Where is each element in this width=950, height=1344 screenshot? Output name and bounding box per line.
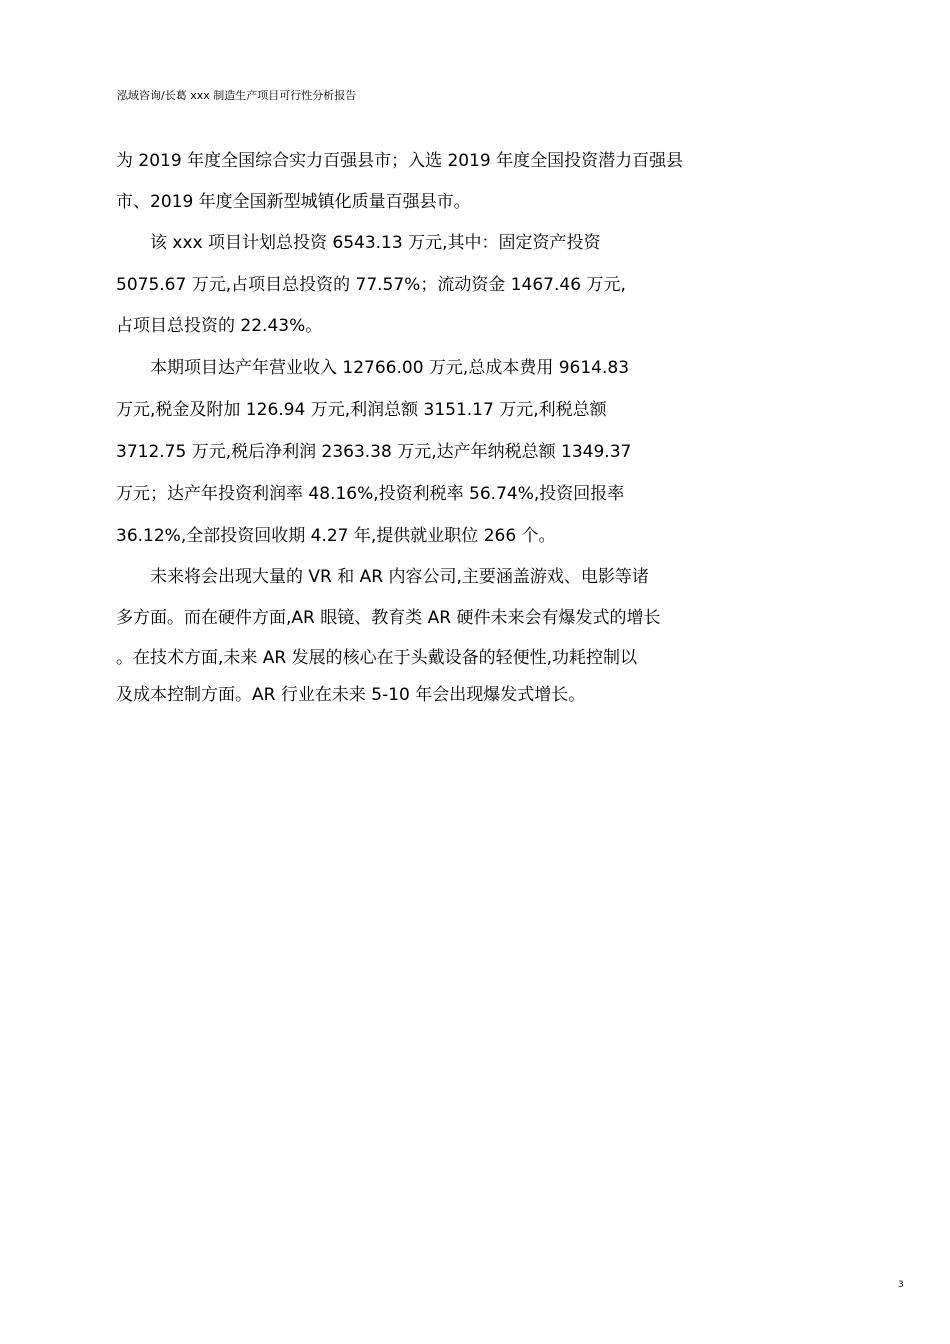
- paragraph-line: 3712.75 万元,税后净利润 2363.38 万元,达产年纳税总额 1349.37: [116, 442, 632, 462]
- page-number: 3: [898, 1280, 904, 1290]
- paragraph-line: 占项目总投资的 22.43%。: [116, 316, 323, 336]
- paragraph-line: 为 2019 年度全国综合实力百强县市；入选 2019 年度全国投资潜力百强县: [116, 151, 684, 171]
- paragraph-line: 本期项目达产年营业收入 12766.00 万元,总成本费用 9614.83: [150, 358, 630, 378]
- page-header: 泓域咨询/长葛 xxx 制造生产项目可行性分析报告: [117, 89, 357, 102]
- paragraph-line: 。在技术方面,未来 AR 发展的核心在于头戴设备的轻便性,功耗控制以: [116, 648, 638, 668]
- paragraph-line: 及成本控制方面。AR 行业在未来 5-10 年会出现爆发式增长。: [116, 685, 586, 705]
- paragraph-line: 市、2019 年度全国新型城镇化质量百强县市。: [116, 192, 471, 212]
- paragraph-line: 该 xxx 项目计划总投资 6543.13 万元,其中：固定资产投资: [150, 233, 601, 253]
- paragraph-line: 万元,税金及附加 126.94 万元,利润总额 3151.17 万元,利税总额: [116, 400, 607, 420]
- paragraph-line: 万元；达产年投资利润率 48.16%,投资利税率 56.74%,投资回报率: [116, 484, 625, 504]
- paragraph-line: 未来将会出现大量的 VR 和 AR 内容公司,主要涵盖游戏、电影等诸: [150, 567, 649, 587]
- paragraph-line: 5075.67 万元,占项目总投资的 77.57%；流动资金 1467.46 万元,: [116, 275, 626, 295]
- paragraph-line: 36.12%,全部投资回收期 4.27 年,提供就业职位 266 个。: [116, 526, 556, 546]
- paragraph-line: 多方面。而在硬件方面,AR 眼镜、教育类 AR 硬件未来会有爆发式的增长: [116, 608, 661, 628]
